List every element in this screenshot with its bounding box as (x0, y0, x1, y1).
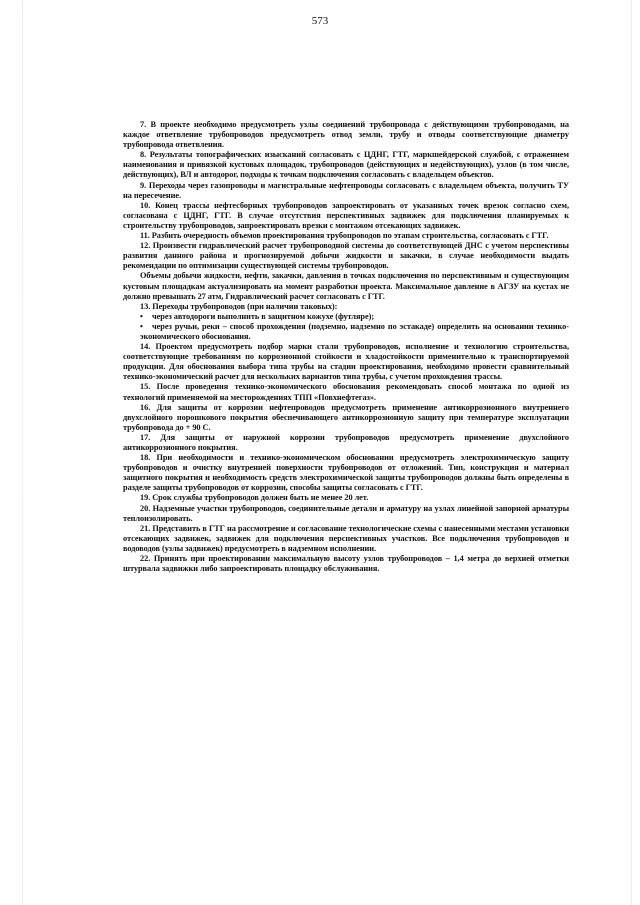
paragraph: 15. После проведения технико-экономического обоснования рекомендовать способ монтажа по одной из технологий применяемой на месторождениях ТПП «Повхнефтегаз». (123, 382, 569, 402)
paragraph: 16. Для защиты от коррозии нефтепроводов предусмотреть применение антикоррозионного внутреннего двухслойного порошкового покрытия обеспечивающего антикоррозионную защиту при температуре эксплуатации трубопровода до + 90 С. (123, 402, 569, 432)
paragraph: 21. Представить в ГТГ на рассмотрение и согласование технологические схемы с нанесенными местами установки отсекающих задвижек, задвижек для подключения перспективных участков. Все подключения трубопроводов и водоводов (узлы задвижек) предусмотреть в надземном исполнении. (123, 523, 569, 553)
document-body (123, 120, 569, 574)
paragraph: 11. Разбить очередность объемов проектирования трубопроводов по этапам строительства, согласовать с ГТГ. (140, 231, 549, 241)
paragraph: 7. В проекте необходимо предусмотреть узлы соединений трубопровода с действующими трубопроводами, на каждое ответвление трубопроводов предусмотреть отвод земли, трубу и отводы соответствующие диаметру трубопровода ответвления. (123, 120, 569, 150)
bullet-item (123, 322, 569, 342)
paragraph: 12. Произвести гидравлический расчет трубопроводной системы до соответствующей ДНС с учетом перспективы развития данного района и прогнозируемой добычи жидкости и закачки, в случае необходимости выдать рекомендации по оптимизации существующей системы трубопроводов. (123, 241, 569, 271)
paragraph: 18. При необходимости и технико-экономическом обосновании предусмотреть электрохимическую защиту трубопроводов и очистку внутренней поверхности трубопроводов от отложений. Тип, конструкция и материал защитного покрытия и необходимость средств электрохимической защиты трубопроводов должны быть определены в разделе защиты трубопроводов от коррозии, способы защиты согласовать с ГТГ. (123, 453, 569, 493)
paragraph: Объемы добычи жидкости, нефти, закачки, давления в точках подключения по перспективным и существующим кустовым площадкам актуализировать на момент разработки проекта. Максимальное давление в АГЗУ на кустах не должно превышать 27 атм, Гидравлический расчет согласовать с ГТГ. (123, 271, 569, 301)
paragraph: 10. Конец трассы нефтесборных трубопроводов запроектировать от указанных точек врезок согласно схем, согласована с ЦДНГ, ГТГ. В случае отсутствия перспективных задвижек для подключения планируемых к строительству трубопроводов, запроектировать врезки с монтажом отсекающих задвижек. (123, 200, 569, 230)
bullet-item (123, 312, 569, 322)
scan-edge-right (631, 0, 632, 905)
paragraph: 17. Для защиты от наружной коррозии трубопроводов предусмотреть применение двухслойного антикоррозионного покрытия. (123, 432, 569, 452)
paragraph: 20. Надземные участки трубопроводов, соединительные детали и арматуру на узлах линейной запорной арматуры теплоизолировать. (123, 503, 569, 523)
paragraph: 14. Проектом предусмотреть подбор марки стали трубопроводов, исполнение и технологию строительства, соответствующие требованиям по коррозионной стойкости и хладостойкости применительно к транспортируемой продукции. Для обоснования выбора типа трубы на стадии проектирования, необходимо провести сравнительный технико-экономический расчет для нескольких вариантов типа трубы, с учетом прохождения трассы. (123, 342, 569, 382)
bullet-text: через ручьи, реки – способ прохождения (подземно, надземно по эстакаде) определить на основании технико-экономического обоснования. (140, 321, 569, 341)
page-number: 573 (311, 15, 329, 27)
paragraph: 13. Переходы трубопроводов (при наличии таковых): (140, 301, 338, 311)
scan-edge-left (22, 0, 23, 905)
paragraph: 19. Срок службы трубопроводов должен быть не менее 20 лет. (140, 493, 369, 503)
bullet-icon: • (140, 321, 143, 331)
paragraph: 22. Принять при проектировании максимальную высоту узлов трубопроводов – 1,4 метра до верхней отметки штурвала задвижки либо запроектировать площадку обслуживания. (123, 554, 569, 574)
paragraph: 8. Результаты топографических изысканий согласовать с ЦДНГ, ГТГ, маркшейдерской службой, с отражением наименования и привязкой кустовых площадок, трубопроводов (действующих и недействующих), узлов (в том числе, действующих), ВЛ и автодорог, подходы к точкам подключения согласовать с владельцем объектов. (123, 150, 569, 180)
bullet-text: через автодороги выполнить в защитном кожухе (футляре); (152, 311, 375, 321)
bullet-icon: • (140, 311, 143, 321)
paragraph: 9. Переходы через газопроводы и магистральные нефтепроводы согласовать с владельцем объекта, получить ТУ на пересечение. (123, 180, 569, 200)
